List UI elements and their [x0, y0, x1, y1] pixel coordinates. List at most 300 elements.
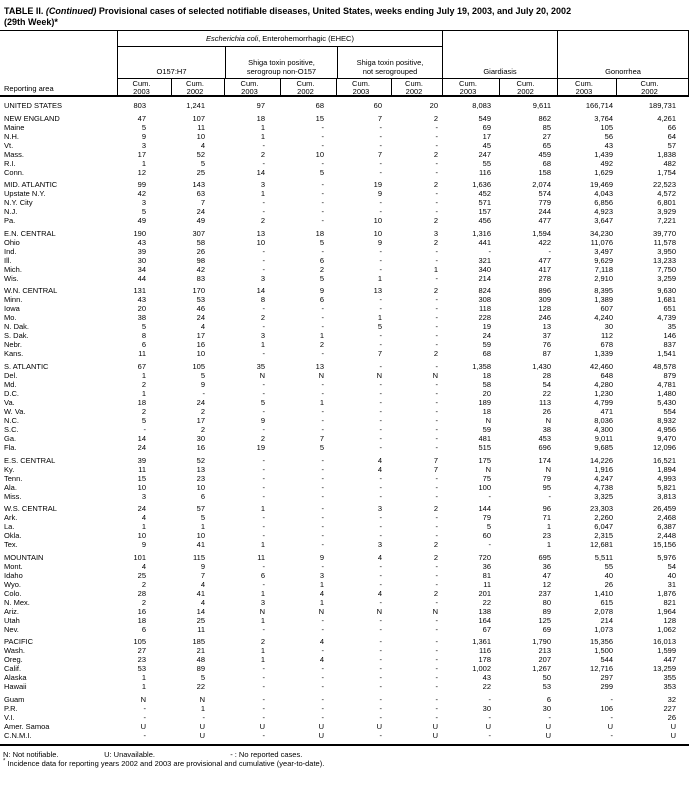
value-cell: 244	[538, 207, 551, 217]
value-cell: N	[485, 464, 491, 474]
value-cell: 1,754	[657, 167, 676, 177]
reporting-area-cell: Mich.	[4, 264, 22, 274]
value-cell: -	[379, 433, 382, 443]
value-cell: 45	[482, 140, 491, 150]
reporting-area-cell: MID. ATLANTIC	[4, 180, 58, 190]
value-cell: 228	[478, 313, 491, 323]
value-cell: 24	[137, 504, 146, 514]
value-cell: 824	[478, 286, 491, 296]
value-cell: 2	[200, 406, 205, 416]
value-cell: 24	[137, 442, 146, 452]
value-cell: N	[432, 370, 438, 380]
table-row	[0, 159, 689, 168]
value-cell: 13	[542, 322, 551, 332]
table-row	[0, 398, 689, 407]
value-cell: 9	[200, 379, 205, 389]
value-cell: 9,470	[657, 433, 676, 443]
value-cell: 2	[319, 340, 324, 350]
value-cell: -	[202, 388, 205, 398]
table-row	[0, 229, 689, 238]
value-cell: -	[548, 491, 551, 501]
value-cell: -	[379, 646, 382, 656]
value-cell: 59	[482, 340, 491, 350]
value-cell: 2	[200, 424, 205, 434]
table-section	[0, 456, 689, 501]
value-cell: 7	[200, 198, 205, 208]
value-cell: 20	[429, 101, 438, 110]
value-cell: 2	[319, 264, 324, 274]
value-cell: 720	[478, 552, 491, 562]
reporting-area-cell: W.N. CENTRAL	[4, 286, 58, 296]
value-cell: 49	[137, 216, 146, 226]
value-cell: -	[435, 397, 438, 407]
table-row	[0, 416, 689, 425]
value-cell: -	[488, 246, 491, 256]
value-cell: 471	[600, 406, 613, 416]
value-cell: -	[321, 513, 324, 523]
table-row	[0, 655, 689, 664]
gonorrhea-group-header: Gonorrhea	[558, 31, 689, 79]
value-cell: 1,500	[594, 646, 613, 656]
value-cell: -	[610, 712, 613, 722]
value-cell: 278	[538, 273, 551, 283]
table-number: TABLE II.	[4, 6, 44, 16]
table-row	[0, 362, 689, 371]
value-cell: 175	[478, 455, 491, 465]
value-cell: -	[262, 482, 265, 492]
value-cell: 3,950	[657, 246, 676, 256]
value-cell: 69	[542, 624, 551, 634]
value-cell: -	[435, 579, 438, 589]
value-cell: -	[262, 464, 265, 474]
table-row	[0, 274, 689, 283]
cum-2002-column-header: Cum. 2002	[172, 79, 225, 95]
value-cell: 1,876	[657, 588, 676, 598]
table-row	[0, 504, 689, 513]
value-cell: 214	[600, 615, 613, 625]
value-cell: 44	[137, 273, 146, 283]
value-cell: 353	[663, 682, 676, 692]
value-cell: 89	[542, 606, 551, 616]
value-cell: -	[321, 388, 324, 398]
value-cell: 515	[478, 442, 491, 452]
value-cell: -	[379, 295, 382, 305]
table-row	[0, 562, 689, 571]
cum-2003-column-header: Cum. 2003	[117, 79, 172, 95]
value-cell: -	[435, 442, 438, 452]
value-cell: 308	[478, 295, 491, 305]
value-cell: 3,764	[594, 113, 613, 123]
reporting-area-cell: Vt.	[4, 140, 14, 150]
value-cell: -	[379, 167, 382, 177]
table-row	[0, 483, 689, 492]
reporting-area-cell: S. Dak.	[4, 331, 29, 341]
value-cell: 1,316	[472, 228, 491, 238]
value-cell: -	[143, 703, 146, 713]
value-cell: 2	[141, 579, 146, 589]
reporting-area-cell: Kans.	[4, 349, 24, 359]
value-cell: -	[321, 561, 324, 571]
value-cell: 9,630	[657, 286, 676, 296]
value-cell: -	[321, 406, 324, 416]
value-cell: -	[321, 504, 324, 514]
value-cell: U	[545, 721, 551, 731]
value-cell: 68	[315, 101, 324, 110]
value-cell: -	[321, 122, 324, 132]
value-cell: 247	[478, 149, 491, 159]
value-cell: 57	[196, 504, 205, 514]
value-cell: 492	[600, 158, 613, 168]
value-cell: 26	[604, 579, 613, 589]
value-cell: 42,460	[590, 361, 613, 371]
value-cell: 2,315	[594, 531, 613, 541]
value-cell: 49	[196, 216, 205, 226]
value-cell: -	[610, 694, 613, 704]
value-cell: 23	[137, 655, 146, 665]
table-week-label: (29th Week)*	[4, 17, 58, 27]
table-row	[0, 389, 689, 398]
value-cell: 96	[542, 504, 551, 514]
table-row	[0, 664, 689, 673]
value-cell: 1	[141, 388, 146, 398]
value-cell: 26	[667, 712, 676, 722]
value-cell: 2	[433, 113, 438, 123]
value-cell: 9,685	[594, 442, 613, 452]
value-cell: 5	[260, 397, 265, 407]
value-cell: 3,813	[657, 491, 676, 501]
value-cell: 131	[133, 286, 146, 296]
value-cell: U	[607, 721, 613, 731]
value-cell: -	[379, 207, 382, 217]
value-cell: 30	[482, 703, 491, 713]
value-cell: -	[321, 180, 324, 190]
value-cell: -	[379, 482, 382, 492]
value-cell: 2	[433, 237, 438, 247]
value-cell: 106	[600, 703, 613, 713]
value-cell: -	[435, 712, 438, 722]
value-cell: -	[143, 424, 146, 434]
value-cell: 1,358	[472, 361, 491, 371]
value-cell: -	[435, 703, 438, 713]
value-cell: -	[379, 522, 382, 532]
value-cell: 18	[137, 615, 146, 625]
value-cell: 6	[319, 295, 324, 305]
value-cell: 39	[137, 455, 146, 465]
value-cell: 32	[667, 694, 676, 704]
table-row	[0, 731, 689, 740]
value-cell: 5	[319, 442, 324, 452]
value-cell: 19,469	[590, 180, 613, 190]
value-cell: -	[262, 522, 265, 532]
value-cell: -	[321, 415, 324, 425]
value-cell: 5,430	[657, 397, 676, 407]
table-row	[0, 704, 689, 713]
value-cell: 6,801	[657, 198, 676, 208]
value-cell: -	[435, 255, 438, 265]
value-cell: 4	[377, 464, 382, 474]
table-section	[0, 229, 689, 283]
value-cell: 146	[663, 331, 676, 341]
table-row	[0, 304, 689, 313]
reporting-area-cell: E.N. CENTRAL	[4, 228, 56, 238]
value-cell: 66	[667, 122, 676, 132]
value-cell: 1,636	[472, 180, 491, 190]
value-cell: 213	[538, 646, 551, 656]
value-cell: 4,043	[594, 189, 613, 199]
value-cell: 22,523	[653, 180, 676, 190]
value-cell: 5	[200, 673, 205, 683]
value-cell: 47	[542, 570, 551, 580]
value-cell: -	[435, 406, 438, 416]
value-cell: 1,894	[657, 464, 676, 474]
value-cell: 16,013	[653, 637, 676, 647]
value-cell: 7	[319, 433, 324, 443]
value-cell: 5	[141, 415, 146, 425]
value-cell: -	[435, 637, 438, 647]
table-row	[0, 123, 689, 132]
value-cell: 779	[538, 198, 551, 208]
value-cell: 53	[196, 295, 205, 305]
reporting-area-cell: Wash.	[4, 646, 25, 656]
value-cell: 6,047	[594, 522, 613, 532]
table-row	[0, 625, 689, 634]
reporting-area-cell: V.I.	[4, 712, 15, 722]
value-cell: -	[548, 712, 551, 722]
value-cell: 118	[479, 304, 491, 314]
value-cell: 3,259	[657, 273, 676, 283]
value-cell: 11	[483, 579, 491, 589]
value-cell: 1,790	[532, 637, 551, 647]
value-cell: -	[488, 491, 491, 501]
value-cell: 31	[667, 579, 676, 589]
value-cell: -	[262, 473, 265, 483]
value-cell: 18	[482, 370, 491, 380]
value-cell: -	[435, 340, 438, 350]
value-cell: 696	[538, 442, 551, 452]
value-cell: N	[259, 606, 265, 616]
value-cell: 2	[433, 149, 438, 159]
value-cell: 3	[377, 540, 382, 550]
value-cell: -	[435, 322, 438, 332]
value-cell: 9,629	[594, 255, 613, 265]
value-cell: -	[379, 473, 382, 483]
value-cell: -	[435, 207, 438, 217]
value-cell: 3	[141, 491, 146, 501]
value-cell: 52	[196, 149, 205, 159]
value-cell: 20	[137, 304, 146, 314]
value-cell: 5	[141, 322, 146, 332]
value-cell: 1	[260, 588, 265, 598]
value-cell: N	[545, 464, 551, 474]
value-cell: 115	[193, 552, 205, 562]
cum-2003-column-header: Cum. 2003	[225, 79, 281, 95]
value-cell: 53	[137, 664, 146, 674]
value-cell: 459	[538, 149, 551, 159]
value-cell: 11,578	[653, 237, 676, 247]
value-cell: 4,993	[657, 473, 676, 483]
value-cell: 1	[141, 522, 146, 532]
value-cell: 11	[197, 122, 205, 132]
reporting-area-cell: C.N.M.I.	[4, 730, 32, 740]
value-cell: 28	[542, 370, 551, 380]
not-serogrouped-line1: Shiga toxin positive,	[356, 58, 424, 67]
value-cell: 11	[138, 349, 146, 359]
value-cell: 3	[141, 198, 146, 208]
o157-group-header: O157:H7	[117, 47, 225, 79]
reporting-area-cell: Okla.	[4, 531, 22, 541]
value-cell: 4	[141, 561, 146, 571]
reporting-area-cell: La.	[4, 522, 15, 532]
value-cell: -	[262, 694, 265, 704]
value-cell: -	[262, 304, 265, 314]
value-cell: 85	[542, 122, 551, 132]
reporting-area-cell: W.S. CENTRAL	[4, 504, 57, 514]
value-cell: 1	[377, 273, 382, 283]
value-cell: -	[321, 424, 324, 434]
value-cell: 4,739	[657, 313, 676, 323]
table-continued-label: (Continued)	[45, 6, 97, 16]
value-cell: 47	[137, 113, 146, 123]
value-cell: 5	[319, 273, 324, 283]
value-cell: 26,459	[653, 504, 676, 514]
cum-2002-column-header: Cum. 2002	[500, 79, 558, 95]
asterisk-marker: *	[3, 758, 6, 765]
value-cell: 7	[433, 455, 438, 465]
value-cell: 3,647	[594, 216, 613, 226]
value-cell: 309	[538, 295, 551, 305]
cum-2003-column-header: Cum. 2003	[558, 79, 617, 95]
value-cell: 48,578	[653, 361, 676, 371]
value-cell: 4,738	[594, 482, 613, 492]
value-cell: -	[435, 531, 438, 541]
reporting-area-cell: MOUNTAIN	[4, 552, 44, 562]
value-cell: 4,261	[657, 113, 676, 123]
ehec-rest-label: , Enterohemorrhagic (EHEC)	[258, 34, 354, 43]
value-cell: 574	[538, 189, 551, 199]
value-cell: -	[435, 295, 438, 305]
table-row	[0, 531, 689, 540]
value-cell: 38	[542, 424, 551, 434]
value-cell: -	[379, 388, 382, 398]
value-cell: -	[262, 703, 265, 713]
value-cell: -	[435, 615, 438, 625]
value-cell: 14,226	[590, 455, 613, 465]
value-cell: 6	[141, 340, 146, 350]
value-cell: 10	[256, 237, 265, 247]
value-cell: -	[435, 433, 438, 443]
reporting-area-cell: Ga.	[4, 433, 17, 443]
value-cell: 19	[482, 322, 491, 332]
not-serogrouped-line2: not serogrouped	[362, 67, 418, 76]
value-cell: -	[321, 673, 324, 683]
value-cell: 80	[542, 597, 551, 607]
value-cell: 571	[478, 198, 491, 208]
value-cell: -	[379, 340, 382, 350]
value-cell: 4,572	[657, 189, 676, 199]
value-cell: -	[379, 597, 382, 607]
value-cell: 95	[542, 482, 551, 492]
value-cell: 10	[196, 349, 205, 359]
value-cell: -	[202, 712, 205, 722]
value-cell: -	[262, 255, 265, 265]
value-cell: 1	[260, 504, 265, 514]
value-cell: -	[435, 167, 438, 177]
value-cell: 340	[478, 264, 491, 274]
ehec-group-header	[117, 31, 443, 47]
value-cell: 307	[192, 228, 205, 238]
value-cell: 615	[600, 597, 613, 607]
value-cell: 9,611	[532, 101, 551, 110]
value-cell: 2,448	[657, 531, 676, 541]
table-row	[0, 340, 689, 349]
value-cell: 35	[256, 361, 265, 371]
value-cell: 549	[478, 113, 491, 123]
value-cell: 3	[433, 228, 438, 238]
value-cell: 477	[538, 255, 551, 265]
value-cell: 7	[433, 464, 438, 474]
value-cell: 4	[200, 597, 205, 607]
value-cell: 157	[478, 207, 491, 217]
table-row	[0, 168, 689, 177]
value-cell: 544	[600, 655, 613, 665]
reporting-area-cell: Mo.	[4, 313, 17, 323]
value-cell: 482	[663, 158, 676, 168]
value-cell: 321	[478, 255, 491, 265]
table-row	[0, 198, 689, 207]
value-cell: 879	[663, 370, 676, 380]
value-cell: -	[379, 397, 382, 407]
table-header	[0, 30, 689, 97]
value-cell: 8,932	[657, 415, 676, 425]
value-cell: 1,361	[472, 637, 491, 647]
value-cell: -	[262, 624, 265, 634]
value-cell: -	[321, 246, 324, 256]
value-cell: -	[548, 246, 551, 256]
value-cell: 23,303	[590, 504, 613, 514]
value-cell: 21	[196, 646, 205, 656]
value-cell: 5	[200, 513, 205, 523]
value-cell: 34,230	[590, 228, 613, 238]
value-cell: 214	[478, 273, 491, 283]
value-cell: -	[435, 655, 438, 665]
value-cell: -	[379, 682, 382, 692]
reporting-area-cell: Oreg.	[4, 655, 23, 665]
table-section	[0, 695, 689, 740]
value-cell: 18	[256, 113, 265, 123]
value-cell: 12	[542, 579, 551, 589]
value-cell: 185	[192, 637, 205, 647]
table-row	[0, 616, 689, 625]
table-row	[0, 380, 689, 389]
value-cell: 1,241	[186, 101, 205, 110]
reporting-area-cell: Wyo.	[4, 579, 22, 589]
value-cell: 22	[482, 597, 491, 607]
value-cell: U	[140, 721, 146, 731]
value-cell: -	[262, 491, 265, 501]
value-cell: 246	[538, 313, 551, 323]
value-cell: -	[435, 424, 438, 434]
value-cell: 59	[482, 424, 491, 434]
reporting-area-cell: W. Va.	[4, 406, 26, 416]
table-row	[0, 331, 689, 340]
value-cell: -	[262, 673, 265, 683]
value-cell: -	[379, 579, 382, 589]
value-cell: 43	[604, 140, 613, 150]
reporting-area-cell: PACIFIC	[4, 637, 34, 647]
reporting-area-cell: S. ATLANTIC	[4, 361, 49, 371]
value-cell: -	[435, 491, 438, 501]
value-cell: -	[435, 189, 438, 199]
